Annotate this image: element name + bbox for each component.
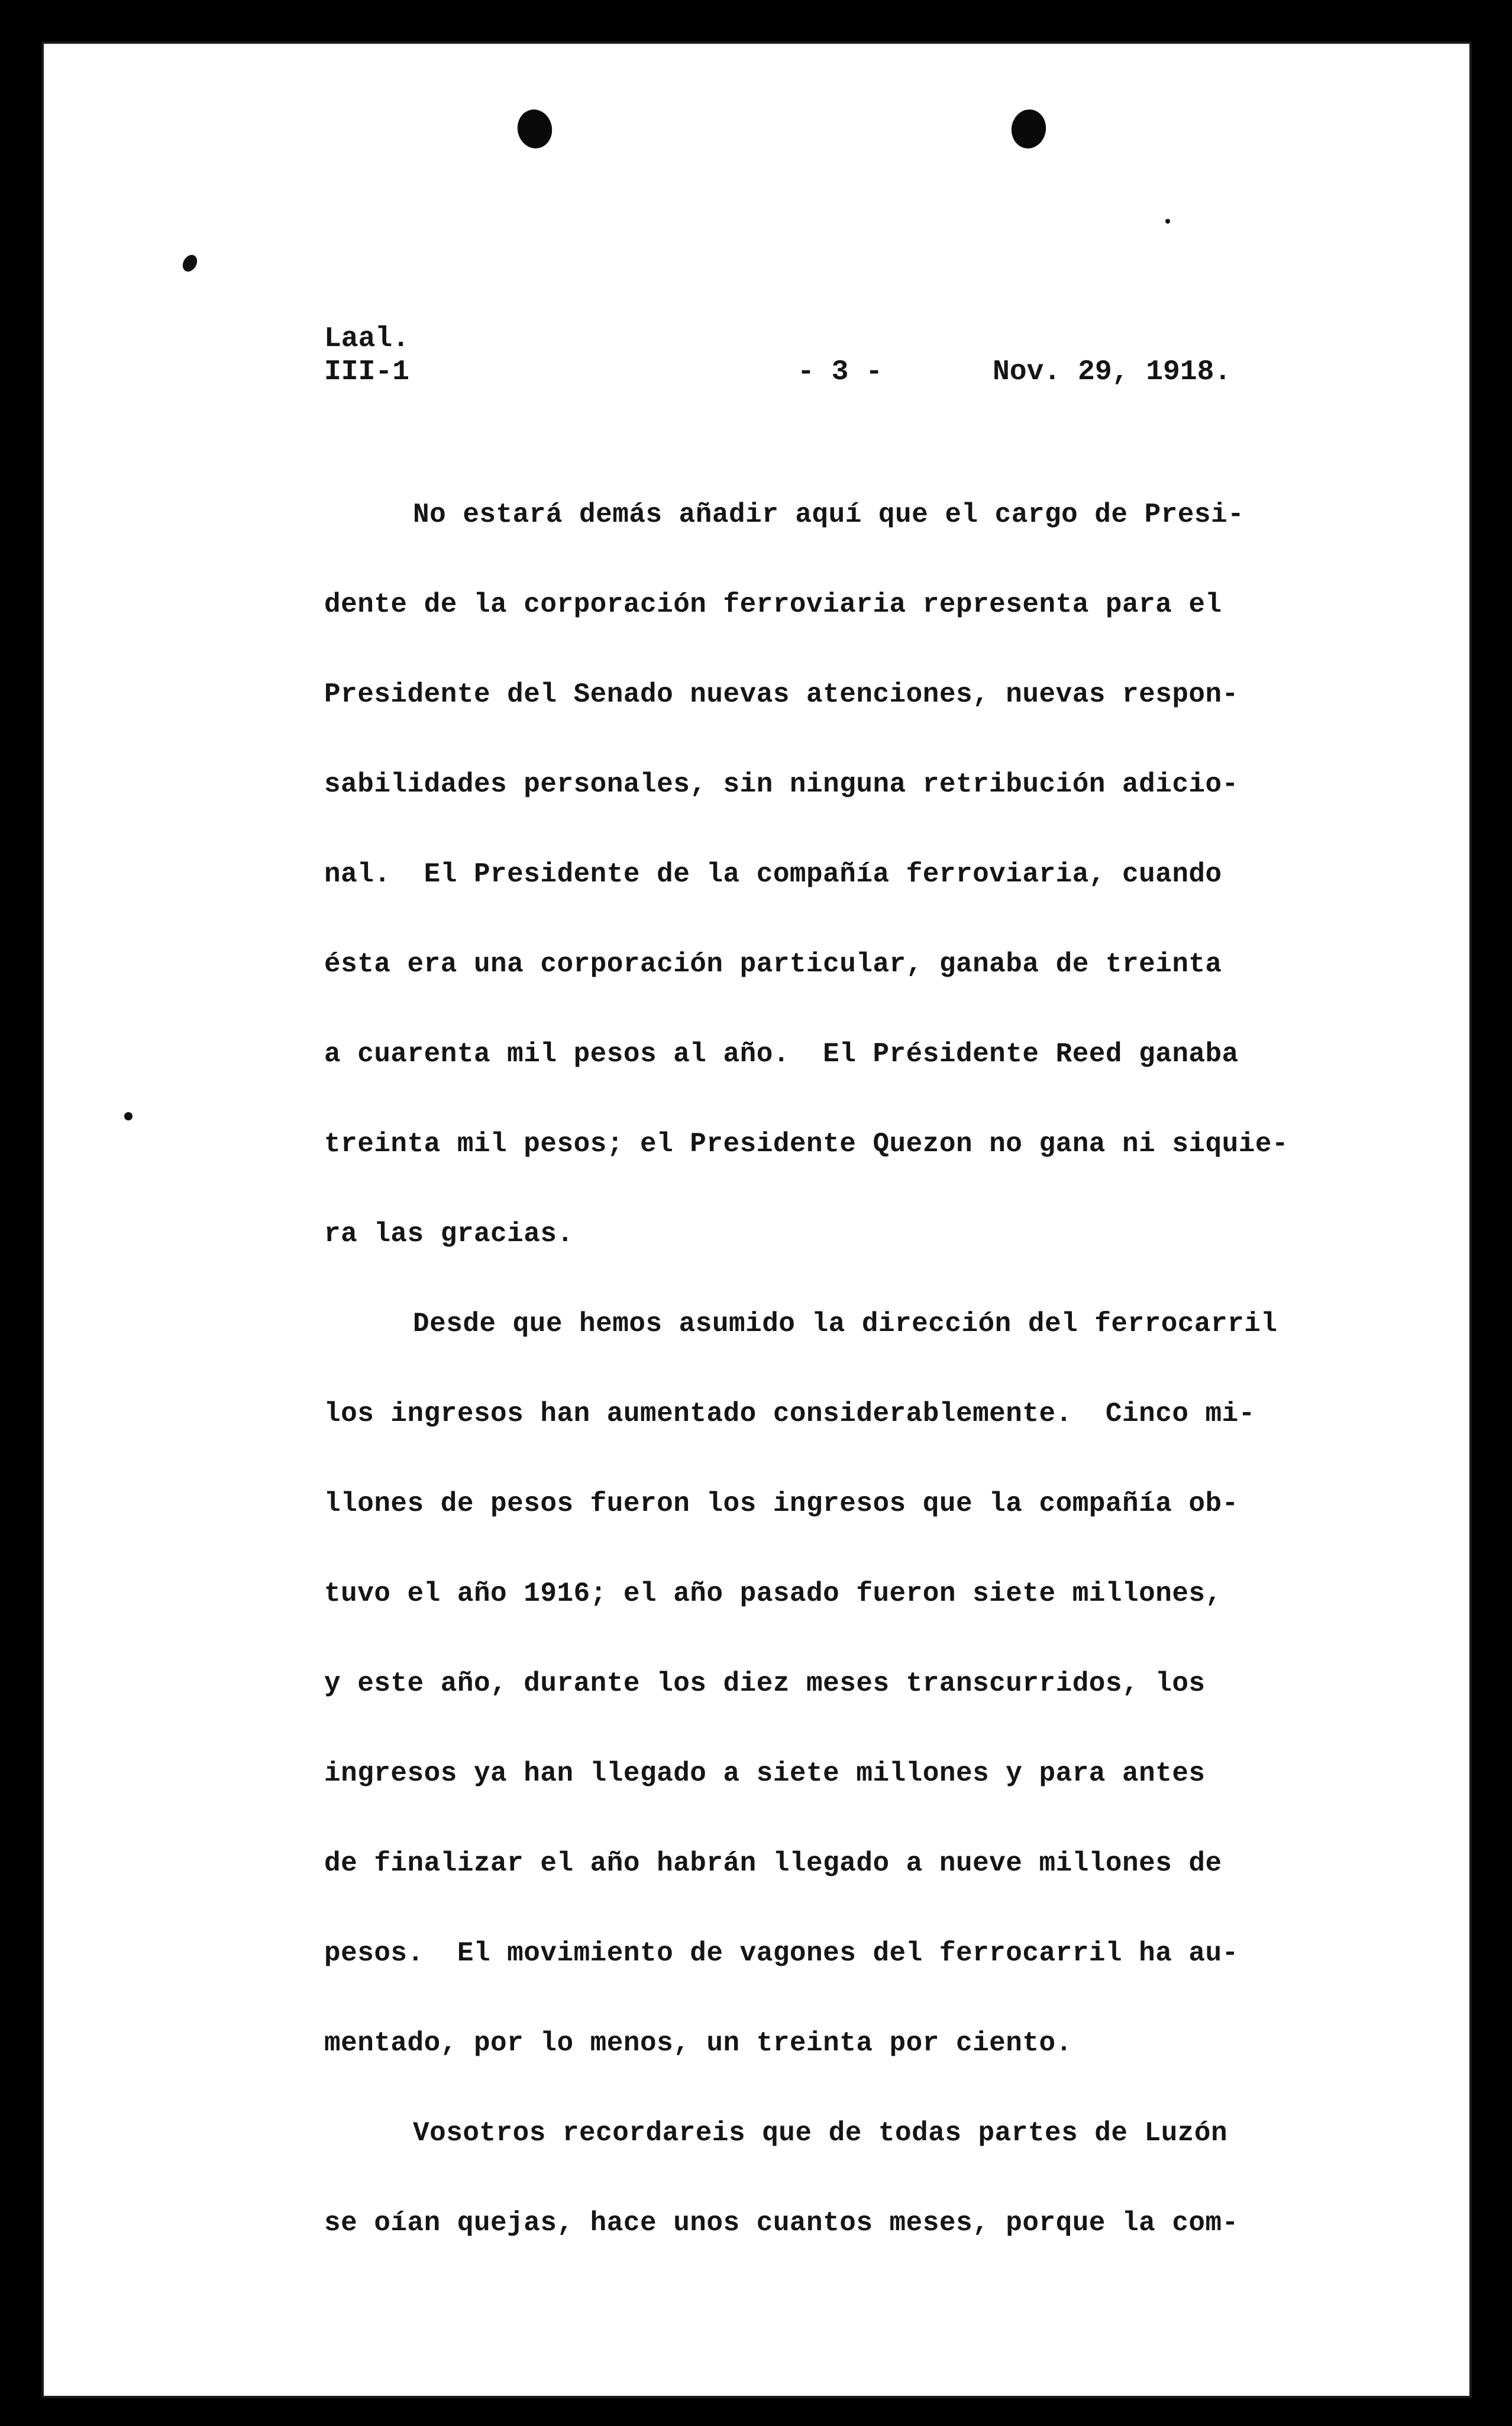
text-line: ra las gracias. [324,1219,574,1249]
text-line: ingresos ya han llegado a siete millones y para antes [324,1758,1206,1789]
paragraph-1 [324,497,1436,1306]
paragraph-2 [324,1306,1436,2115]
ink-speck [180,253,200,274]
text-line: ésta era una corporación particular, ganaba de treinta [324,949,1222,980]
text-line: No estará demás añadir aquí que el cargo de Presi- [413,499,1245,530]
page-header [324,322,1401,389]
text-line: a cuarenta mil pesos al año. El Présidente Reed ganaba [324,1039,1239,1070]
punch-hole-left [514,106,555,152]
text-line: treinta mil pesos; el Presidente Quezon no gana ni siquie- [324,1129,1289,1159]
text-line: se oían quejas, hace unos cuantos meses, porque la com- [324,2208,1239,2238]
reference-code: Laal. [324,323,410,355]
ink-speck [124,1112,133,1120]
document-body [324,497,1436,2295]
text-line: y este año, durante los diez meses transcurridos, los [324,1668,1206,1699]
page-number: - 3 - [797,356,883,388]
paragraph-3 [324,2115,1436,2295]
text-line: mentado, por lo menos, un treinta por ciento. [324,2028,1072,2059]
text-line: pesos. El movimiento de vagones del ferrocarril ha au- [324,1938,1239,1969]
document-page [41,41,1472,2398]
text-line: de finalizar el año habrán llegado a nueve millones de [324,1848,1222,1879]
ink-speck [1165,219,1170,224]
text-line: Desde que hemos asumido la dirección del ferrocarril [413,1309,1278,1339]
punch-hole-right [1009,106,1049,151]
text-line: tuvo el año 1916; el año pasado fueron siete millones, [324,1578,1222,1609]
reference-subcode: III-1 [324,356,410,388]
text-line: Presidente del Senado nuevas atenciones, nuevas respon- [324,679,1239,710]
text-line: nal. El Presidente de la compañía ferroviaria, cuando [324,859,1222,890]
text-line: llones de pesos fueron los ingresos que la compañía ob- [324,1488,1239,1519]
text-line: los ingresos han aumentado considerablemente. Cinco mi- [324,1398,1255,1429]
text-line: sabilidades personales, sin ninguna retribución adicio- [324,769,1239,800]
text-line: dente de la corporación ferroviaria representa para el [324,589,1222,620]
text-line: Vosotros recordareis que de todas partes de Luzón [413,2118,1228,2149]
document-date: Nov. 29, 1918. [993,356,1232,388]
